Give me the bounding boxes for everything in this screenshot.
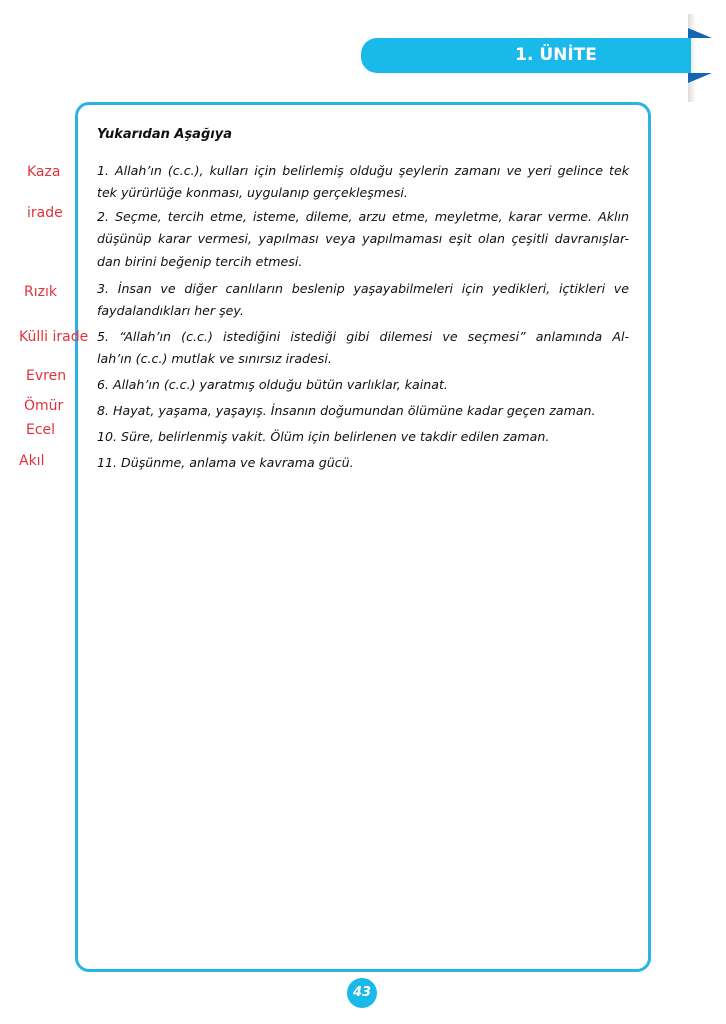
item-5-line-2: lah’ın (c.c.) mutlak ve sınırsız iradesi.: [97, 351, 332, 366]
ribbon-fold-bottom: [688, 73, 712, 83]
answer-8: Ömür: [24, 398, 64, 414]
item-11-line-1: 11. Düşünme, anlama ve kavrama gücü.: [97, 455, 354, 470]
page-number: 43: [347, 978, 377, 1008]
answer-2: irade: [27, 205, 63, 221]
section-heading: Yukarıdan Aşağıya: [97, 127, 232, 142]
item-2-line-1: 2. Seçme, tercih etme, isteme, dileme, arzu etme, meyletme, karar verme. Aklın: [97, 209, 629, 224]
item-1-line-2: tek yürürlüğe konması, uygulanıp gerçekleşmesi.: [97, 185, 408, 200]
item-5-line-1: 5. “Allah’ın (c.c.) istediğini istediği gibi dilemesi ve seçmesi” anlamında Al-: [97, 329, 629, 344]
item-6-line-1: 6. Allah’ın (c.c.) yaratmış olduğu bütün varlıklar, kainat.: [97, 377, 448, 392]
answer-11: Akıl: [19, 453, 45, 469]
answer-5: Külli irade: [19, 329, 89, 345]
item-1-line-1: 1. Allah’ın (c.c.), kulları için belirlemiş olduğu şeylerin zamanı ve yeri gelince tek: [97, 163, 629, 178]
item-3-line-1: 3. İnsan ve diğer canlıların beslenip yaşayabilmeleri için yedikleri, içtikleri ve: [97, 281, 629, 296]
item-3-line-2: faydalandıkları her şey.: [97, 303, 244, 318]
ribbon-fold-top: [688, 28, 712, 38]
unit-title: 1. ÜNİTE: [515, 45, 597, 65]
answer-6: Evren: [26, 368, 67, 384]
item-2-line-2: düşünüp karar vermesi, yapılması veya yapılmaması eşit olan çeşitli davranışlar-: [97, 231, 629, 246]
answer-3: Rızık: [24, 284, 57, 300]
answer-1: Kaza: [27, 164, 61, 180]
unit-banner: [361, 38, 691, 73]
item-10-line-1: 10. Süre, belirlenmiş vakit. Ölüm için belirlenen ve takdir edilen zaman.: [97, 429, 550, 444]
answer-10: Ecel: [26, 422, 56, 438]
item-2-line-3: dan birini beğenip tercih etmesi.: [97, 254, 303, 269]
item-8-line-1: 8. Hayat, yaşama, yaşayış. İnsanın doğumundan ölümüne kadar geçen zaman.: [97, 403, 596, 418]
